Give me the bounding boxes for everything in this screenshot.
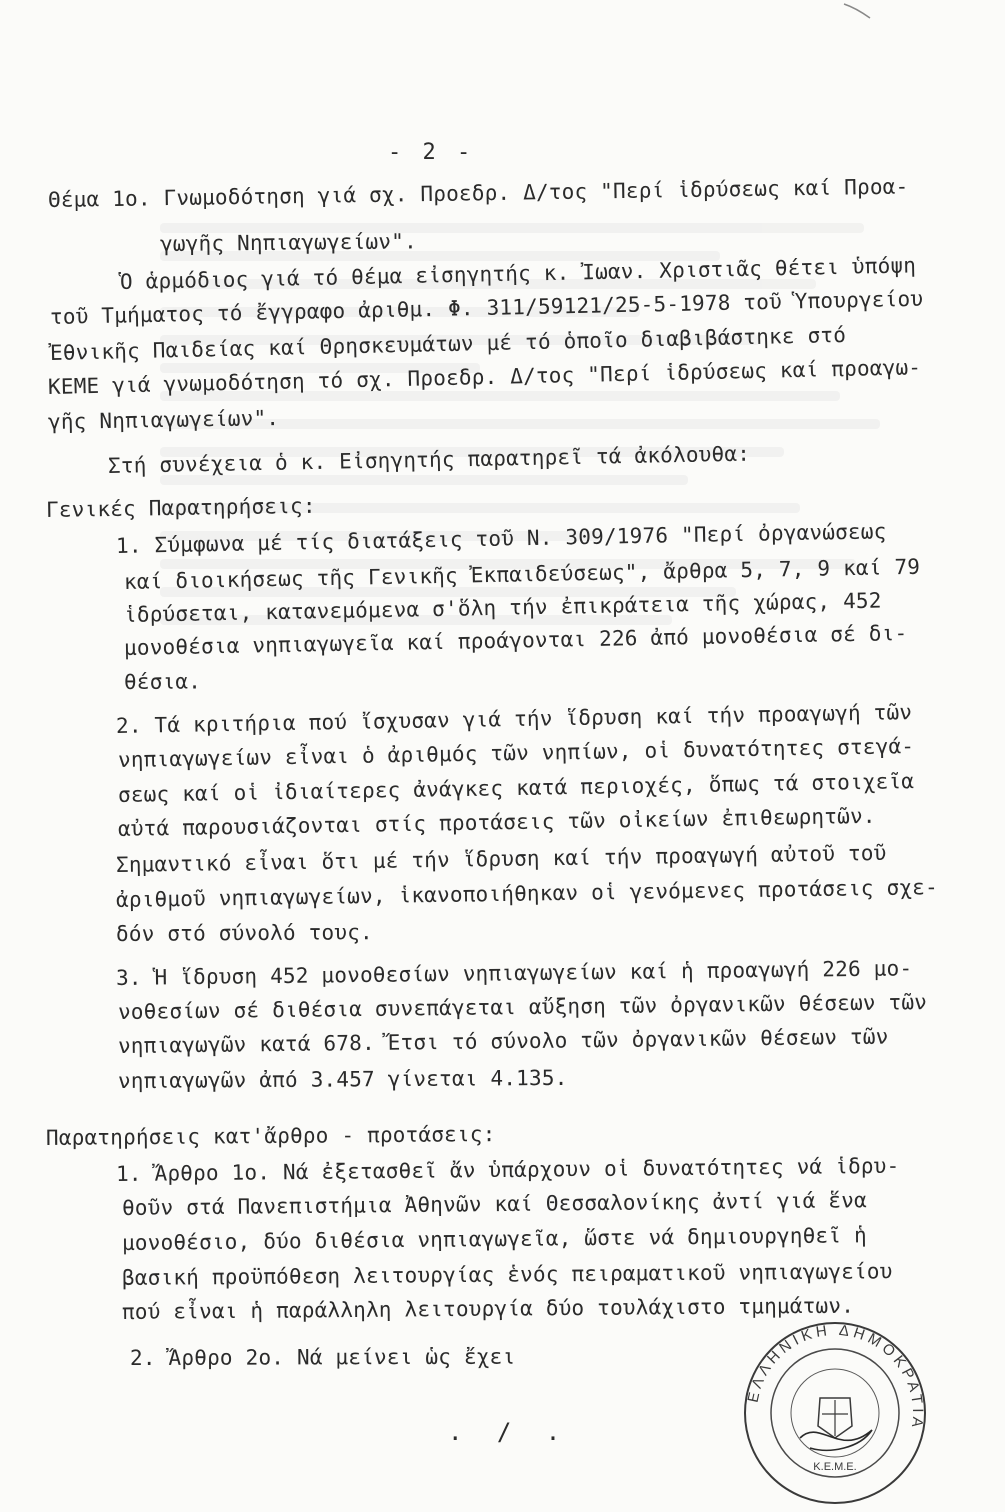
list-item: μονοθέσια νηπιαγωγεῖα καί προάγονται 226 ἀπό μονοθέσια σέ δι- [123,620,908,660]
list-item: νηπιαγωγείων εἶναι ὁ ἀριθμός τῶν νηπίων, οἱ δυνατότητες στεγά- [117,734,915,772]
list-item: θοῦν στά Πανεπιστήμια Ἀθηνῶν καί Θεσσαλονίκης ἀντί γιά ἕνα [121,1188,867,1220]
subject-line: Θέμα 1ο. Γνωμοδότηση γιά σχ. Προεδρ. Δ/τος "Περί ἱδρύσεως καί Προα- [47,174,909,212]
list-item: σεως καί οἱ ἰδιαίτερες ἀνάγκες κατά περιοχές, ὅπως τά στοιχεῖα [117,769,915,807]
subject-line: γωγῆς Νηπιαγωγείων". [159,229,417,256]
list-item: βασική προϋπόθεση λειτουργίας ἑνός πειραματικοῦ νηπιαγωγείου [121,1259,893,1290]
svg-text:Κ.Ε.Μ.Ε.: Κ.Ε.Μ.Ε. [813,1461,857,1473]
official-seal [740,1318,930,1508]
list-item: 1. Ἄρθρο 1ο. Νά ἐξετασθεῖ ἄν ὑπάρχουν οἱ δυνατότητες νά ἱδρυ- [115,1153,900,1186]
list-item: καί διοικήσεως τῆς Γενικῆς Ἐκπαιδεύσεως", ἄρθρα 5, 7, 9 καί 79 [123,554,921,594]
continuation-mark: . / . [448,1418,571,1446]
body-line: γῆς Νηπιαγωγείων". [47,405,280,434]
list-item: μονοθέσιο, δύο διθέσια νηπιαγωγεῖα, ὥστε νά δημιουργηθεῖ ἡ [121,1223,867,1255]
page-number: - 2 - [388,140,475,165]
list-item: 1. Σύμφωνα μέ τίς διατάξεις τοῦ Ν. 309/1976 "Περί ὀργανώσεως [115,519,887,558]
body-line: Στή συνέχεια ὁ κ. Εἰσηγητής παρατηρεῖ τά ἀκόλουθα: [107,441,751,478]
list-item: αὐτά παρουσιάζονται στίς προτάσεις τῶν οἰκείων ἐπιθεωρητῶν. [117,803,876,841]
list-item: ἀριθμοῦ νηπιαγωγείων, ἱκανοποιήθηκαν οἱ γενόμενες προτάσεις σχε- [115,875,939,912]
list-item: 2. Τά κριτήρια πού ἴσχυσαν γιά τήν ἵδρυση καί τήν προαγωγή τῶν [115,700,913,738]
list-item: νοθεσίων σέ διθέσια συνεπάγεται αὔξηση τῶν ὀργανικῶν θέσεων τῶν [117,990,928,1024]
section-heading: Γενικές Παρατηρήσεις: [45,493,316,522]
list-item: πού εἶναι ἡ παράλληλη λειτουργία δύο τουλάχιστο τμημάτων. [121,1293,855,1324]
body-line: τοῦ Τμήματος τό ἔγγραφο ἀριθμ. Φ. 311/59121/25-5-1978 τοῦ Ὑπουργείου [49,286,924,329]
list-item: 3. Ἡ ἵδρυση 452 μονοθεσίων νηπιαγωγείων καί ἡ προαγωγή 226 μο- [115,956,913,990]
body-line: ΚΕΜΕ γιά γνωμοδότηση τό σχ. Προεδρ. Δ/τος "Περί ἱδρύσεως καί προαγω- [47,355,922,399]
list-item: ἱδρύσεται, κατανεμόμενα σ'ὅλη τήν ἐπικράτεια τῆς χώρας, 452 [123,588,882,627]
list-item: 2. Ἄρθρο 2ο. Νά μείνει ὡς ἔχει [129,1344,516,1370]
list-item: θέσια. [123,669,202,694]
list-item: δόν στό σύνολό τους. [115,920,373,946]
list-item: νηπιαγωγῶν ἀπό 3.457 γίνεται 4.135. [117,1065,568,1093]
svg-text:ΕΛΛΗΝΙΚΗ ΔΗΜΟΚΡΑΤΙΑ: ΕΛΛΗΝΙΚΗ ΔΗΜΟΚΡΑΤΙΑ [744,1321,927,1433]
list-item: Σημαντικό εἶναι ὅτι μέ τήν ἵδρυση καί τήν προαγωγή αὐτοῦ τοῦ [115,840,887,877]
body-line: Ὁ ἁρμόδιος γιά τό θέμα εἰσηγητής κ. Ἰωαν. Χριστιᾶς θέτει ὑπόψη [119,253,917,294]
list-item: νηπιαγωγῶν κατά 678. Ἔτσι τό σύνολο τῶν ὀργανικῶν θέσεων τῶν [117,1024,889,1058]
section-heading: Παρατηρήσεις κατ'ἄρθρο - προτάσεις: [45,1122,496,1150]
body-line: Ἐθνικῆς Παιδείας καί Θρησκευμάτων μέ τό ὁποῖο διαβιβάστηκε στό [49,322,847,365]
scan-mark [842,0,872,20]
